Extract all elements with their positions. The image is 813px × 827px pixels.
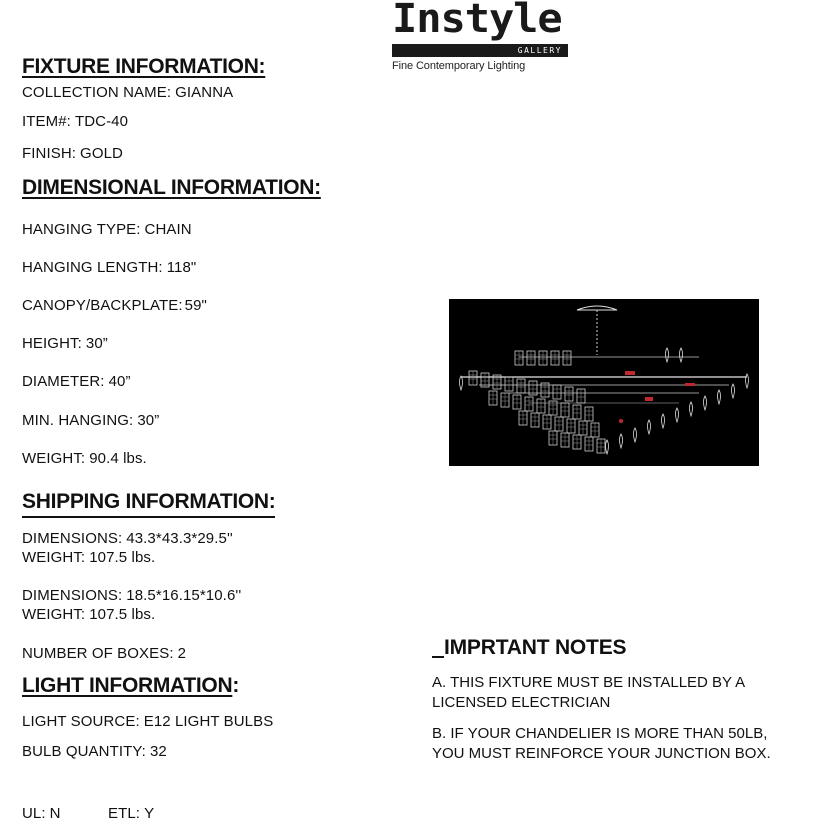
collection-value: GIANNA (175, 84, 234, 101)
light-heading (22, 674, 239, 698)
chandelier-drawing (449, 299, 759, 466)
min-hanging-label: MIN. HANGING: (22, 412, 134, 429)
item-value: TDC-40 (74, 113, 129, 130)
box1-dimensions-field (22, 530, 233, 547)
item-field (22, 113, 128, 130)
box2-dimensions-field (22, 587, 241, 604)
min-hanging-value: 30” (137, 412, 160, 429)
note-b: B. IF YOUR CHANDELIER IS MORE THAN 50LB, YOU MUST REINFORCE YOUR JUNCTION BOX. (432, 725, 771, 762)
boxes-label: NUMBER OF BOXES: (22, 645, 174, 662)
finish-field (22, 145, 123, 162)
notes-heading: IMPRTANT NOTES (444, 636, 627, 659)
dimensional-heading: DIMENSIONAL INFORMATION: (22, 176, 321, 199)
boxes-field (22, 645, 186, 662)
weight-field (22, 450, 147, 467)
bulb-quantity-field (22, 743, 167, 760)
fixture-heading: FIXTURE INFORMATION: (22, 55, 266, 78)
box2-dimensions-label: DIMENSIONS: (22, 587, 123, 604)
finish-value: GOLD (80, 145, 123, 162)
notes-heading-underscore (432, 656, 444, 658)
hanging-type-label: HANGING TYPE: (22, 221, 141, 238)
etl-label: ETL: (108, 805, 141, 822)
ul-label: UL: (22, 805, 46, 822)
red-socket-2 (645, 397, 653, 401)
etl-value: Y (144, 805, 155, 822)
box1-dimensions-label: DIMENSIONS: (22, 530, 123, 547)
shipping-heading-colon: : (268, 490, 276, 513)
brand-logo (392, 0, 572, 75)
light-source-value: E12 LIGHT BULBS (143, 713, 274, 730)
hanging-length-label: HANGING LENGTH: (22, 259, 163, 276)
box2-weight-label: WEIGHT: (22, 606, 86, 623)
collection-field (22, 84, 233, 101)
height-label: HEIGHT: (22, 335, 82, 352)
diameter-label: DIAMETER: (22, 373, 105, 390)
canopy-label: CANOPY/BACKPLATE: (22, 297, 183, 314)
bulb-quantity-value: 32 (149, 743, 167, 760)
box1-dimensions-value: 43.3*43.3*29.5'' (126, 530, 233, 547)
box1-weight-field (22, 549, 155, 566)
box1-weight-label: WEIGHT: (22, 549, 86, 566)
height-value: 30” (85, 335, 108, 352)
weight-label: WEIGHT: (22, 450, 86, 467)
finish-label: FINISH: (22, 145, 77, 162)
ul-field (22, 805, 61, 822)
hanging-length-field (22, 259, 196, 276)
logo-bar (392, 44, 568, 57)
light-heading-colon: : (232, 674, 240, 697)
boxes-value: 2 (177, 645, 187, 662)
hanging-length-value: 118" (166, 259, 197, 276)
canopy-value: 59" (184, 297, 207, 314)
etl-field (108, 805, 154, 822)
light-source-field (22, 713, 273, 730)
light-heading-text: LIGHT INFORMATION (22, 674, 233, 697)
box1-weight-value: 107.5 lbs. (89, 549, 156, 566)
red-socket-4 (619, 419, 623, 423)
shipping-heading (22, 490, 275, 514)
logo-gallery-text: GALLERY (517, 46, 562, 55)
min-hanging-field (22, 412, 159, 429)
shipping-heading-underline (22, 516, 275, 518)
hanging-type-value: CHAIN (144, 221, 192, 238)
collection-label: COLLECTION NAME: (22, 84, 172, 101)
hanging-type-field (22, 221, 192, 238)
light-source-label: LIGHT SOURCE: (22, 713, 140, 730)
shipping-heading-text: SHIPPING INFORMATION (22, 490, 269, 513)
note-a: A. THIS FIXTURE MUST BE INSTALLED BY A LICENSED ELECTRICIAN (432, 674, 745, 711)
logo-wordmark: Instyle (392, 0, 562, 42)
diameter-value: 40” (108, 373, 131, 390)
red-socket-3 (685, 383, 695, 386)
box2-weight-field (22, 606, 155, 623)
diameter-field (22, 373, 131, 390)
red-socket-1 (625, 371, 635, 375)
box2-dimensions-value: 18.5*16.15*10.6'' (126, 587, 242, 604)
logo-tagline: Fine Contemporary Lighting (392, 60, 526, 72)
canopy-field (22, 297, 207, 314)
item-label: ITEM#: (22, 113, 71, 130)
weight-value: 90.4 lbs. (89, 450, 147, 467)
ul-value: N (49, 805, 61, 822)
height-field (22, 335, 108, 352)
bulb-quantity-label: BULB QUANTITY: (22, 743, 146, 760)
box2-weight-value: 107.5 lbs. (89, 606, 156, 623)
fixture-image (449, 299, 759, 466)
